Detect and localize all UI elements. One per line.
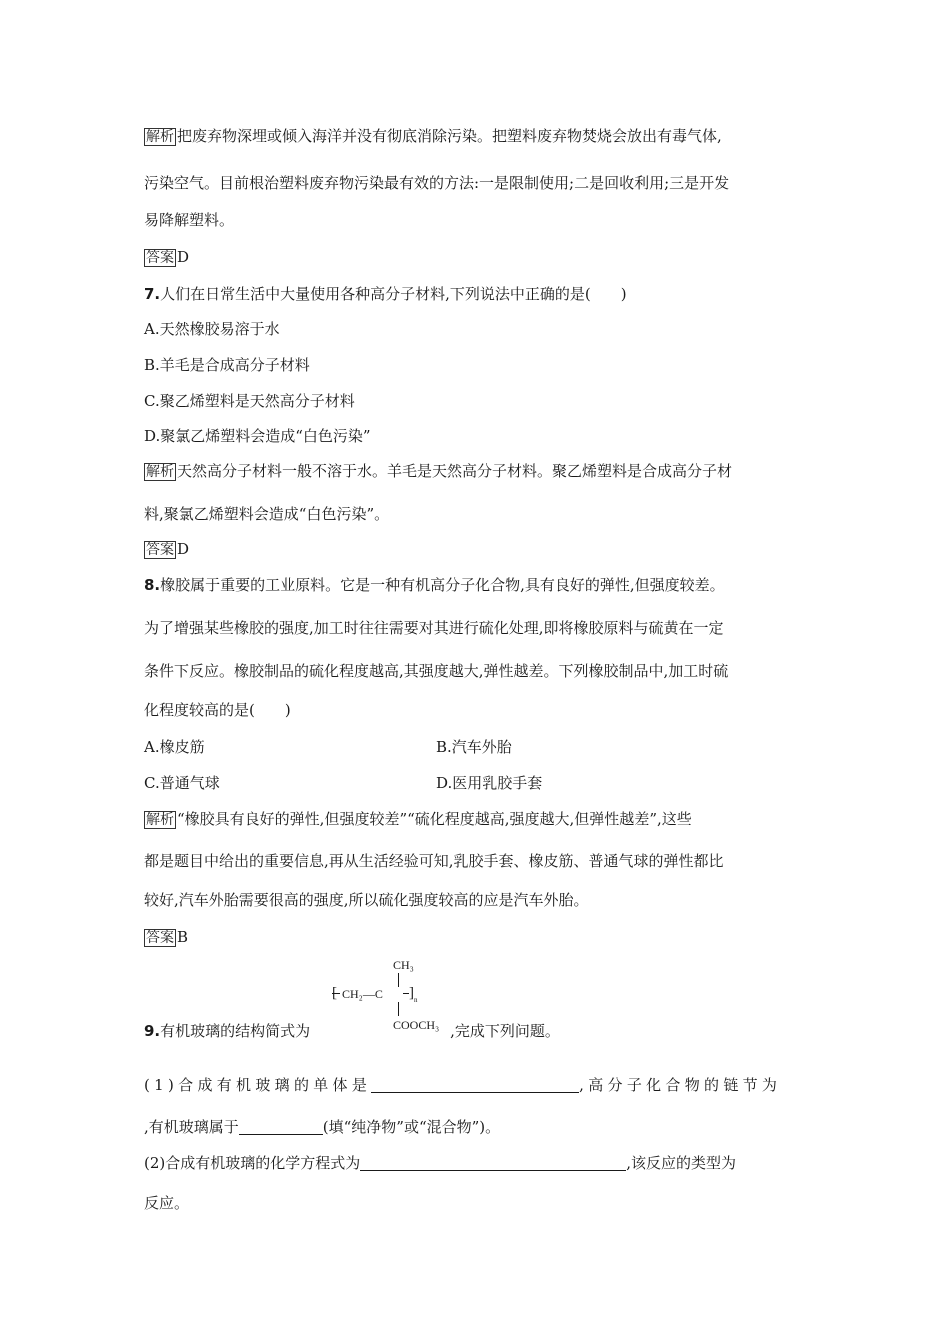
q6-answer: 答案 D [146, 248, 190, 266]
q8-stem-line-4: 化程度较高的是( ) [144, 701, 291, 719]
q8-option-b: B.汽车外胎 [436, 738, 512, 756]
equation-blank[interactable] [360, 1154, 626, 1171]
q6-analysis-line-2: 污染空气。目前根治塑料废弃物污染最有效的方法:一是限制使用;二是回收利用;三是开发 [144, 174, 730, 192]
formula-bond-up [398, 973, 399, 987]
substance-type-blank[interactable] [239, 1118, 323, 1135]
formula-subscript: n [414, 996, 418, 1004]
formula-ester: COOCH₃ [393, 1018, 440, 1032]
formula-main: CH₂—C [342, 987, 383, 1001]
q9-part-1-line-2: ,有机玻璃属于 (填“纯净物”或“混合物”)。 [144, 1118, 501, 1136]
q8-answer: 答案 B [146, 928, 189, 946]
q8-analysis-line-3: 较好,汽车外胎需要很高的强度,所以硫化强度较高的应是汽车外胎。 [144, 891, 589, 909]
analysis-tag: 解析 [146, 812, 174, 828]
q7-answer: 答案 D [146, 540, 190, 558]
q7-option-c: C.聚乙烯塑料是天然高分子材料 [144, 392, 355, 410]
answer-tag: 答案 [146, 542, 174, 558]
q8-stem-line-3: 条件下反应。橡胶制品的硫化程度越高,其强度越大,弹性越差。下列橡胶制品中,加工时硫 [144, 662, 729, 680]
formula-bracket-right: ] [409, 985, 414, 1001]
q9-part-1-line-1: (1)合成有机玻璃的单体是 ,高分子化合物的链节为 [144, 1076, 782, 1094]
q8-options-row-1 [144, 736, 512, 758]
q9-part-2-line-1: (2)合成有机玻璃的化学方程式为 ,该反应的类型为 [144, 1154, 737, 1172]
q8-analysis-line-1: 解析 “橡胶具有良好的弹性,但强度较差”“硫化程度越高,强度越大,但弹性越差”,这些 [146, 810, 692, 828]
q8-option-d: D.医用乳胶手套 [436, 774, 543, 792]
q9-part-2-line-2: 反应。 [144, 1194, 190, 1212]
q8-analysis-line-2: 都是题目中给出的重要信息,再从生活经验可知,乳胶手套、橡皮筋、普通气球的弹性都比 [144, 852, 724, 870]
q8-stem-line-1: 8.橡胶属于重要的工业原料。它是一种有机高分子化合物,具有良好的弹性,但强度较差。 [144, 576, 725, 594]
analysis-tag: 解析 [146, 464, 174, 480]
formula-bond-left [332, 993, 340, 994]
q8-stem-line-2: 为了增强某些橡胶的强度,加工时往往需要对其进行硫化处理,即将橡胶原料与硫黄在一定 [144, 619, 724, 637]
q6-analysis-line-3: 易降解塑料。 [144, 211, 235, 229]
q6-analysis-line-1: 解析 把废弃物深埋或倾入海洋并没有彻底消除污染。把塑料废弃物焚烧会放出有毒气体, [146, 127, 722, 145]
answer-tag: 答案 [146, 930, 174, 946]
q9-stem: 9.有机玻璃的结构简式为 ,完成下列问题。 [144, 1022, 560, 1040]
q7-option-a: A.天然橡胶易溶于水 [144, 320, 280, 338]
q8-option-c: C.普通气球 [144, 774, 220, 792]
answer-tag: 答案 [146, 250, 174, 266]
formula-methyl: CH₃ [393, 958, 414, 972]
q7-analysis-line-2: 料,聚氯乙烯塑料会造成“白色污染”。 [144, 505, 390, 523]
q7-option-d: D.聚氯乙烯塑料会造成“白色污染” [144, 427, 371, 445]
q7-stem: 7.人们在日常生活中大量使用各种高分子材料,下列说法中正确的是( ) [144, 285, 627, 303]
analysis-tag: 解析 [146, 129, 174, 145]
q8-options-row-2 [144, 772, 543, 794]
q7-analysis-line-1: 解析 天然高分子材料一般不溶于水。羊毛是天然高分子材料。聚乙烯塑料是合成高分子材 [146, 462, 733, 480]
monomer-blank[interactable] [371, 1076, 579, 1093]
formula-bond-down [398, 1002, 399, 1016]
q8-option-a: A.橡皮筋 [144, 738, 205, 756]
q7-option-b: B.羊毛是合成高分子材料 [144, 356, 310, 374]
